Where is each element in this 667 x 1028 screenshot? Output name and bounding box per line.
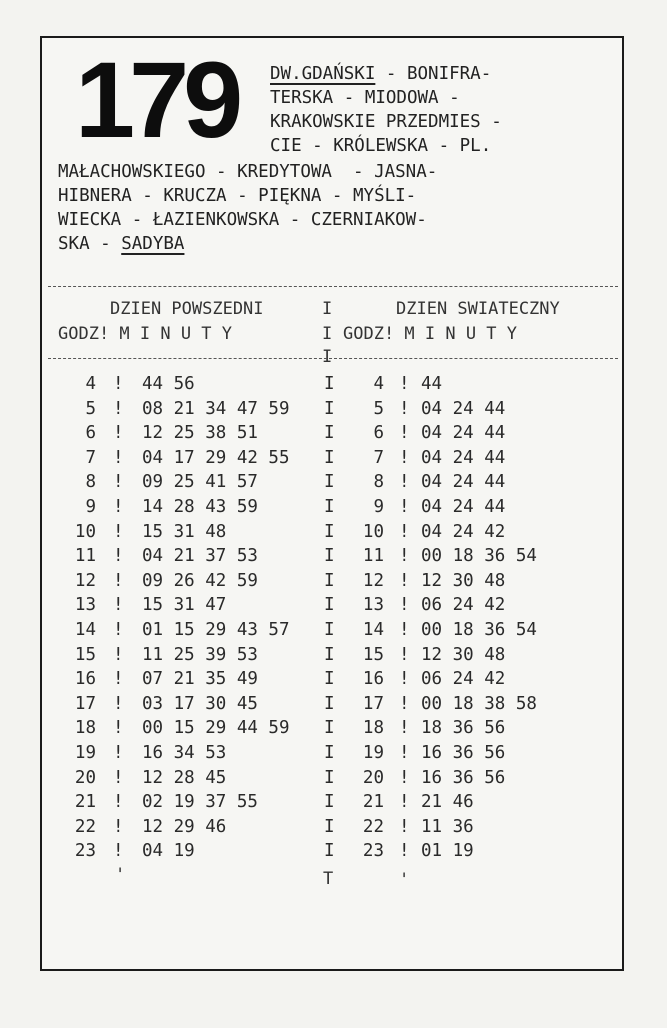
route-line xyxy=(270,62,491,86)
timetable-row xyxy=(42,839,626,864)
column-divider: I xyxy=(322,324,333,344)
separator-bang: ! xyxy=(399,546,410,567)
hour-holiday: 23 xyxy=(362,841,384,862)
route-line xyxy=(270,110,502,134)
minutes-weekday: 14 28 43 59 xyxy=(142,497,258,517)
holiday-heading: DZIEN SWIATECZNY xyxy=(396,299,560,319)
minutes-holiday: 16 36 56 xyxy=(421,743,506,763)
minutes-weekday: 11 25 39 53 xyxy=(142,644,258,665)
separator-bang: ! xyxy=(113,669,124,690)
route-segment: MAŁACHOWSKIEGO - KREDYTOWA - JASNA- xyxy=(58,162,438,182)
hour-weekday: 23 xyxy=(74,841,96,862)
column-divider: I xyxy=(324,767,335,788)
terminal-stop: DW.GDAŃSKI xyxy=(270,64,376,84)
minutes-holiday: 00 18 36 54 xyxy=(421,620,537,640)
timetable-row xyxy=(42,495,626,520)
hour-weekday: 18 xyxy=(74,718,96,739)
hour-weekday: 8 xyxy=(85,472,96,493)
hour-holiday: 5 xyxy=(373,398,384,419)
timetable-row xyxy=(42,421,626,446)
route-line xyxy=(270,86,460,110)
separator-bang: ! xyxy=(113,546,124,567)
minutes-holiday: 04 24 44 xyxy=(421,497,506,517)
hour-holiday: 15 xyxy=(362,644,384,665)
separator-bang: ! xyxy=(113,767,124,788)
route-line xyxy=(58,208,427,232)
separator-bang: ! xyxy=(399,841,410,862)
route-segment: TERSKA - MIODOWA - xyxy=(270,88,460,108)
minutes-weekday: 12 28 45 xyxy=(142,767,227,788)
minutes-holiday: 06 24 42 xyxy=(421,669,506,690)
minutes-weekday: 02 19 37 55 xyxy=(142,792,258,813)
hour-holiday: 8 xyxy=(373,472,384,493)
column-divider: I xyxy=(324,423,335,444)
hour-holiday: 19 xyxy=(362,743,384,763)
separator-bang: ! xyxy=(399,374,410,394)
minutes-weekday: 04 21 37 53 xyxy=(142,546,258,567)
timetable-row xyxy=(42,372,626,397)
minutes-weekday: 44 56 xyxy=(142,374,195,394)
minutes-weekday: 03 17 30 45 xyxy=(142,693,258,714)
separator-bang: ! xyxy=(399,816,410,837)
minutes-holiday: 21 46 xyxy=(421,792,474,813)
minutes-weekday: 09 25 41 57 xyxy=(142,472,258,493)
column-divider: I xyxy=(324,693,335,714)
hour-weekday: 15 xyxy=(74,644,96,665)
hour-holiday: 13 xyxy=(362,595,384,616)
minutes-holiday: 00 18 38 58 xyxy=(421,693,537,714)
timetable-row xyxy=(42,397,626,422)
timetable-row xyxy=(42,470,626,495)
hour-holiday: 14 xyxy=(362,620,384,640)
minutes-weekday: 15 31 47 xyxy=(142,595,227,616)
separator-bang: ! xyxy=(113,472,124,493)
hour-holiday: 10 xyxy=(362,521,384,542)
timetable-row xyxy=(42,741,626,766)
separator-bang: ! xyxy=(399,570,410,591)
route-number: 179 xyxy=(75,39,238,160)
minutes-holiday: 12 30 48 xyxy=(421,570,506,591)
separator-bang: ! xyxy=(113,595,124,616)
timetable-row xyxy=(42,446,626,471)
route-line xyxy=(58,232,184,256)
timetable-row xyxy=(42,790,626,815)
hour-holiday: 18 xyxy=(362,718,384,739)
hour-weekday: 11 xyxy=(74,546,96,567)
separator-bang: ! xyxy=(399,767,410,788)
minutes-holiday: 18 36 56 xyxy=(421,718,506,739)
hour-weekday: 14 xyxy=(74,620,96,640)
timetable-row xyxy=(42,766,626,791)
separator-bang: ! xyxy=(399,521,410,542)
separator-bang: ! xyxy=(113,374,124,394)
hour-weekday: 4 xyxy=(85,374,96,394)
timetable-row xyxy=(42,593,626,618)
tail-mark-center: T xyxy=(323,869,334,889)
hour-holiday: 11 xyxy=(362,546,384,567)
hour-weekday: 20 xyxy=(74,767,96,788)
route-line xyxy=(270,134,491,158)
hour-weekday: 22 xyxy=(74,816,96,837)
timetable-row xyxy=(42,544,626,569)
column-divider: I xyxy=(324,398,335,419)
terminal-stop: SADYBA xyxy=(121,234,185,254)
minutes-holiday: 00 18 36 54 xyxy=(421,546,537,567)
column-divider: I xyxy=(324,497,335,517)
hour-weekday: 9 xyxy=(85,497,96,517)
separator-bang: ! xyxy=(113,718,124,739)
hour-weekday: 7 xyxy=(85,447,96,468)
column-divider: I xyxy=(324,521,335,542)
separator-bang: ! xyxy=(113,841,124,862)
hour-weekday: 6 xyxy=(85,423,96,444)
separator-bang: ! xyxy=(113,447,124,468)
minutes-weekday: 15 31 48 xyxy=(142,521,227,542)
route-segment: CIE - KRÓLEWSKA - PL. xyxy=(270,136,492,156)
minutes-holiday: 04 24 44 xyxy=(421,398,506,419)
route-segment: KRAKOWSKIE PRZEDMIES - xyxy=(270,112,502,132)
column-divider: I xyxy=(322,299,333,319)
separator-header xyxy=(48,358,618,359)
separator-bang: ! xyxy=(113,521,124,542)
weekday-heading: DZIEN POWSZEDNI xyxy=(110,299,264,319)
route-segment: WIECKA - ŁAZIENKOWSKA - CZERNIAKOW- xyxy=(58,210,427,230)
hour-weekday: 19 xyxy=(74,743,96,763)
minutes-weekday: 16 34 53 xyxy=(142,743,227,763)
minutes-holiday: 04 24 44 xyxy=(421,423,506,444)
timetable-row xyxy=(42,643,626,668)
separator-bang: ! xyxy=(113,693,124,714)
holiday-column-header: GODZ! M I N U T Y xyxy=(343,324,517,344)
separator-bang: ! xyxy=(399,398,410,419)
timetable-row xyxy=(42,569,626,594)
minutes-holiday: 11 36 xyxy=(421,816,474,837)
separator-bang: ! xyxy=(113,497,124,517)
hour-weekday: 5 xyxy=(85,398,96,419)
minutes-holiday: 44 xyxy=(421,374,443,394)
hour-weekday: 21 xyxy=(74,792,96,813)
minutes-holiday: 04 24 44 xyxy=(421,472,506,493)
column-divider: I xyxy=(324,570,335,591)
column-divider: I xyxy=(324,792,335,813)
separator-bang: ! xyxy=(399,792,410,813)
column-divider: I xyxy=(324,718,335,739)
separator-bang: ! xyxy=(113,816,124,837)
timetable-row xyxy=(42,716,626,741)
column-divider: I xyxy=(324,743,335,763)
weekday-column-header: GODZ! M I N U T Y xyxy=(58,324,232,344)
minutes-holiday: 06 24 42 xyxy=(421,595,506,616)
route-segment: HIBNERA - KRUCZA - PIĘKNA - MYŚLI- xyxy=(58,186,417,206)
separator-bang: ! xyxy=(399,743,410,763)
tail-mark-left: ' xyxy=(115,865,126,885)
route-segment: SKA - xyxy=(58,234,122,254)
column-divider: I xyxy=(324,816,335,837)
separator-bang: ! xyxy=(399,447,410,468)
hour-holiday: 17 xyxy=(362,693,384,714)
minutes-weekday: 12 29 46 xyxy=(142,816,227,837)
minutes-weekday: 12 25 38 51 xyxy=(142,423,258,444)
column-divider: I xyxy=(324,595,335,616)
column-divider: I xyxy=(324,374,335,394)
route-line xyxy=(58,160,437,184)
separator-bang: ! xyxy=(399,497,410,517)
separator-bang: ! xyxy=(399,669,410,690)
separator-bang: ! xyxy=(399,693,410,714)
column-divider: I xyxy=(324,644,335,665)
minutes-weekday: 00 15 29 44 59 xyxy=(142,718,290,739)
separator-bang: ! xyxy=(113,423,124,444)
hour-weekday: 12 xyxy=(74,570,96,591)
separator-top xyxy=(48,286,618,287)
separator-bang: ! xyxy=(113,570,124,591)
hour-holiday: 9 xyxy=(373,497,384,517)
separator-bang: ! xyxy=(399,718,410,739)
minutes-weekday: 04 17 29 42 55 xyxy=(142,447,290,468)
hour-holiday: 22 xyxy=(362,816,384,837)
hour-holiday: 21 xyxy=(362,792,384,813)
hour-holiday: 20 xyxy=(362,767,384,788)
minutes-holiday: 04 24 44 xyxy=(421,447,506,468)
timetable-row xyxy=(42,667,626,692)
separator-bang: ! xyxy=(113,620,124,640)
minutes-holiday: 01 19 xyxy=(421,841,474,862)
separator-bang: ! xyxy=(113,792,124,813)
hour-weekday: 13 xyxy=(74,595,96,616)
minutes-weekday: 01 15 29 43 57 xyxy=(142,620,290,640)
minutes-holiday: 12 30 48 xyxy=(421,644,506,665)
separator-bang: ! xyxy=(399,595,410,616)
minutes-weekday: 07 21 35 49 xyxy=(142,669,258,690)
minutes-holiday: 04 24 42 xyxy=(421,521,506,542)
hour-weekday: 10 xyxy=(74,521,96,542)
hour-weekday: 16 xyxy=(74,669,96,690)
hour-holiday: 7 xyxy=(373,447,384,468)
route-line xyxy=(58,184,416,208)
minutes-weekday: 04 19 xyxy=(142,841,195,862)
column-divider: I xyxy=(324,620,335,640)
minutes-weekday: 09 26 42 59 xyxy=(142,570,258,591)
column-divider: I xyxy=(324,472,335,493)
column-divider: I xyxy=(324,447,335,468)
hour-weekday: 17 xyxy=(74,693,96,714)
hour-holiday: 6 xyxy=(373,423,384,444)
column-divider: I xyxy=(324,669,335,690)
tail-mark-right: ' xyxy=(399,870,410,890)
hour-holiday: 12 xyxy=(362,570,384,591)
column-divider: I xyxy=(322,347,333,367)
hour-holiday: 16 xyxy=(362,669,384,690)
timetable-row xyxy=(42,692,626,717)
separator-bang: ! xyxy=(113,398,124,419)
column-divider: I xyxy=(324,546,335,567)
route-segment: - BONIFRA- xyxy=(375,64,492,84)
timetable-row xyxy=(42,815,626,840)
separator-bang: ! xyxy=(113,644,124,665)
timetable-row xyxy=(42,618,626,643)
separator-bang: ! xyxy=(399,644,410,665)
column-divider: I xyxy=(324,841,335,862)
separator-bang: ! xyxy=(399,472,410,493)
hour-holiday: 4 xyxy=(373,374,384,394)
minutes-holiday: 16 36 56 xyxy=(421,767,506,788)
timetable-sheet xyxy=(40,36,624,971)
separator-bang: ! xyxy=(399,620,410,640)
minutes-weekday: 08 21 34 47 59 xyxy=(142,398,290,419)
separator-bang: ! xyxy=(399,423,410,444)
separator-bang: ! xyxy=(113,743,124,763)
timetable-row xyxy=(42,520,626,545)
